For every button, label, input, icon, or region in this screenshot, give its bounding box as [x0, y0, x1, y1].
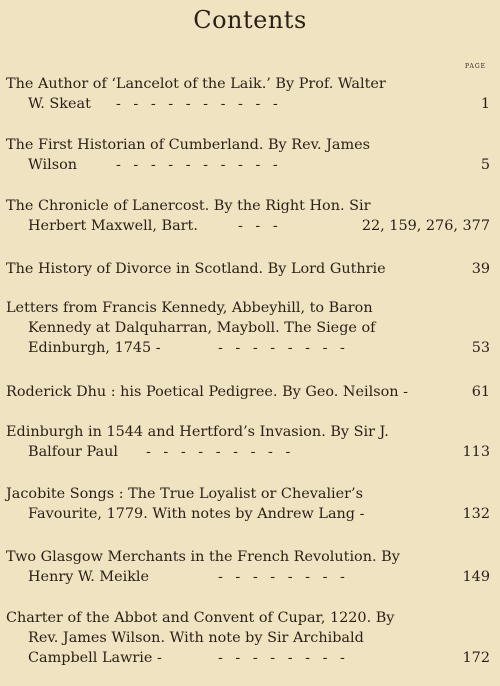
toc-entry[interactable]	[6, 74, 490, 114]
entry-line: Charter of the Abbot and Convent of Cupar, 1220. By	[6, 610, 395, 626]
entry-line: The History of Divorce in Scotland. By Lord Guthrie	[6, 261, 386, 277]
entry-continuation: Campbell Lawrie -	[28, 650, 162, 666]
entry-line	[6, 504, 490, 524]
toc-entry[interactable]	[6, 382, 490, 402]
page-number: 132	[462, 506, 490, 522]
entry-line: Jacobite Songs : The True Loyalist or Chevalier’s	[6, 486, 363, 502]
toc-entry[interactable]	[6, 196, 490, 236]
dot-leader: - - - - - - - -	[218, 569, 349, 585]
entry-line	[6, 338, 490, 358]
page-number: 22, 159, 276, 377	[361, 218, 490, 234]
toc-entry[interactable]	[6, 547, 490, 587]
entry-continuation: Edinburgh, 1745 -	[28, 340, 161, 356]
entry-line	[6, 155, 490, 175]
page-number: 113	[462, 444, 490, 460]
page-number: 39	[471, 261, 490, 277]
entry-line: The Chronicle of Lanercost. By the Right Hon. Sir	[6, 198, 371, 214]
entry-line: Two Glasgow Merchants in the French Revolution. By	[6, 549, 400, 565]
dot-leader: - - - - - - - -	[218, 650, 349, 666]
dot-leader: - - -	[238, 218, 282, 234]
entry-line	[6, 94, 490, 114]
entry-line	[6, 216, 490, 236]
page-number: 149	[462, 569, 490, 585]
page-number: 61	[471, 384, 490, 400]
page-number: 53	[471, 340, 490, 356]
page-column-label: PAGE	[465, 63, 486, 70]
entry-line	[6, 648, 490, 668]
entry-line	[6, 567, 490, 587]
entry-line: The Author of ‘Lancelot of the Laik.’ By Prof. Walter	[6, 76, 386, 92]
entry-line: Kennedy at Dalquharran, Mayboll. The Siege of	[28, 320, 376, 336]
dot-leader: - - - - - - - - - -	[116, 157, 282, 173]
dot-leader: - - - - - - - - - -	[116, 96, 282, 112]
entry-continuation: Herbert Maxwell, Bart.	[28, 218, 198, 234]
entry-line	[6, 442, 490, 462]
toc-entry[interactable]	[6, 484, 490, 524]
toc-entry[interactable]	[6, 135, 490, 175]
toc-entry[interactable]	[6, 259, 490, 279]
entry-continuation: Favourite, 1779. With notes by Andrew Lang -	[28, 506, 365, 522]
entry-line: Edinburgh in 1544 and Hertford’s Invasion. By Sir J.	[6, 424, 389, 440]
entry-continuation: W. Skeat	[28, 96, 91, 112]
toc-entry[interactable]	[6, 422, 490, 462]
toc-entry[interactable]	[6, 608, 490, 668]
toc-entry[interactable]	[6, 298, 490, 358]
entry-continuation: Henry W. Meikle	[28, 569, 150, 585]
entry-continuation: Wilson	[28, 157, 78, 173]
dot-leader: - - - - - - - - -	[146, 444, 295, 460]
entry-line: Roderick Dhu : his Poetical Pedigree. By Geo. Neilson -	[6, 384, 409, 400]
entry-line: The First Historian of Cumberland. By Rev. James	[6, 137, 371, 153]
entry-continuation: Balfour Paul	[28, 444, 118, 460]
page-number: 1	[480, 96, 490, 112]
page-number: 172	[462, 650, 490, 666]
dot-leader: - - - - - - - -	[218, 340, 349, 356]
entry-line: Rev. James Wilson. With note by Sir Archibald	[28, 630, 364, 646]
entry-line: Letters from Francis Kennedy, Abbeyhill, to Baron	[6, 300, 373, 316]
page-number: 5	[480, 157, 490, 173]
page-title: Contents	[193, 6, 307, 34]
